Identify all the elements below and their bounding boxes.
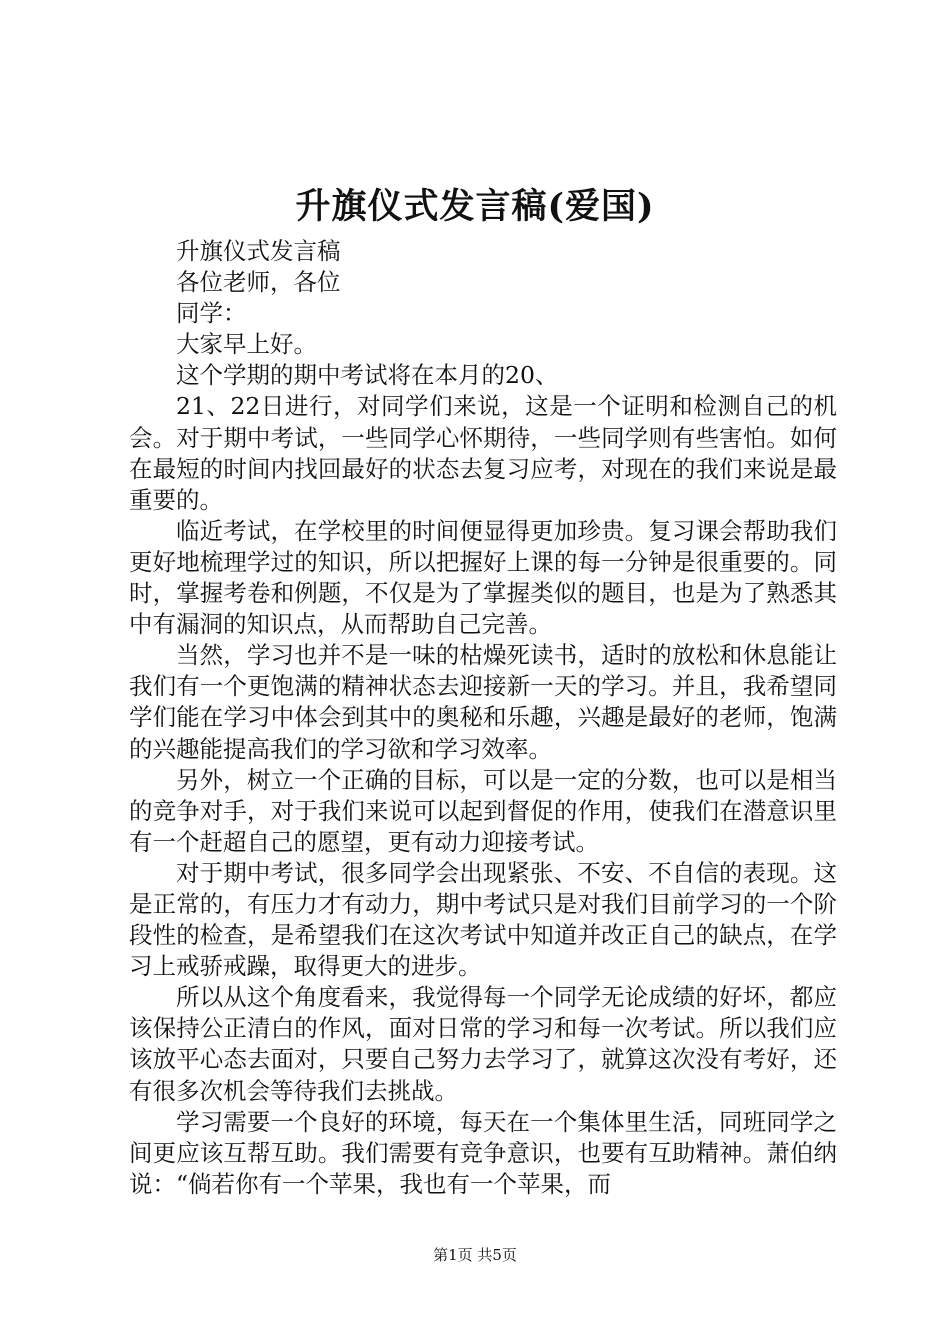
paragraph: 对于期中考试，很多同学会出现紧张、不安、不自信的表现。这是正常的，有压力才有动力，期中考试只是对我们目前学习的一个阶段性的检查，是希望我们在这次考试中知道并改正自己的缺点，在学习上戒骄戒躁，取得更大的进步。	[129, 858, 837, 981]
paragraph: 另外，树立一个正确的目标，可以是一定的分数，也可以是相当的竞争对手，对于我们来说可以起到督促的作用，使我们在潜意识里有一个赶超自己的愿望，更有动力迎接考试。	[129, 765, 837, 856]
document-title: 升旗仪式发言稿(爱国)	[295, 186, 655, 227]
paragraph: 大家早上好。	[176, 330, 317, 359]
document-body	[129, 236, 837, 1200]
page-footer: 第1页 共5页	[433, 1246, 517, 1264]
paragraph: 升旗仪式发言稿	[176, 237, 341, 265]
paragraph: 临近考试，在学校里的时间便显得更加珍贵。复习课会帮助我们更好地梳理学过的知识，所以把握好上课的每一分钟是很重要的。同时，掌握考卷和例题，不仅是为了掌握类似的题目，也是为了熟悉其中有漏洞的知识点，从而帮助自己完善。	[129, 516, 837, 639]
paragraph: 当然，学习也并不是一味的枯燥死读书，适时的放松和休息能让我们有一个更饱满的精神状态去迎接新一天的学习。并且，我希望同学们能在学习中体会到其中的奥秘和乐趣，兴趣是最好的老师，饱满的兴趣能提高我们的学习欲和学习效率。	[129, 641, 837, 763]
paragraph: 这个学期的期中考试将在本月的20、	[176, 361, 559, 390]
paragraph: 各位老师，各位	[176, 268, 341, 297]
paragraph: 同学：	[176, 299, 247, 328]
paragraph: 学习需要一个良好的环境，每天在一个集体里生活，同班同学之间更应该互帮互助。我们需要有竞争意识，也要有互助精神。萧伯纳说：“倘若你有一个苹果，我也有一个苹果，而	[129, 1107, 837, 1198]
paragraph: 所以从这个角度看来，我觉得每一个同学无论成绩的好坏，都应该保持公正清白的作风，面对日常的学习和每一次考试。所以我们应该放平心态去面对，只要自己努力去学习了，就算这次没有考好，还有很多次机会等待我们去挑战。	[129, 983, 837, 1105]
paragraph: 21、22日进行，对同学们来说，这是一个证明和检测自己的机会。对于期中考试，一些同学心怀期待，一些同学则有些害怕。如何在最短的时间内找回最好的状态去复习应考，对现在的我们来说是最重要的。	[129, 392, 837, 514]
